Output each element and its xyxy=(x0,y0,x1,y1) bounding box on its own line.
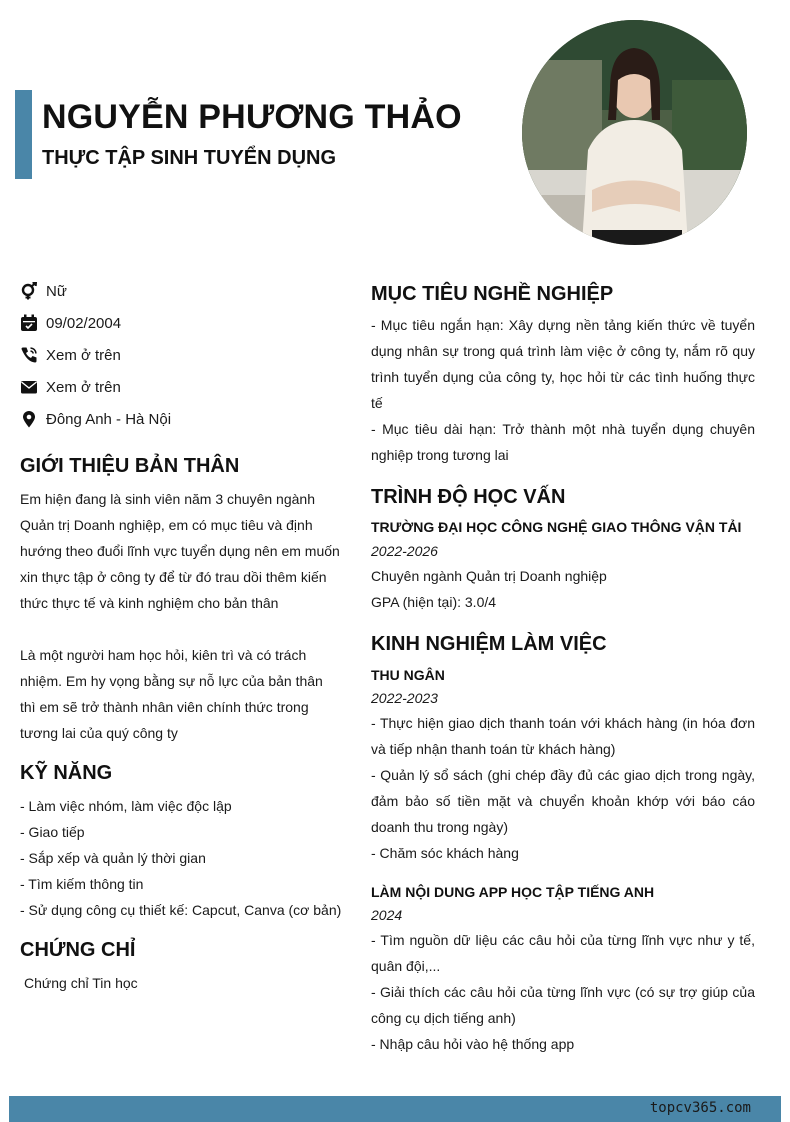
skills-list xyxy=(20,793,350,923)
objective-title: MỤC TIÊU NGHỀ NGHIỆP xyxy=(371,283,614,305)
education-period: 2022-2026 xyxy=(371,543,438,559)
job-duty: - Chăm sóc khách hàng xyxy=(371,845,519,861)
objective-item: - Mục tiêu ngắn hạn: Xây dựng nền tảng kiến thức về tuyển dụng nhân sự trong quá trình làm việc ở công ty, nắm rõ quy trình tuyển dụng của công ty, học hỏi từ các tình huống thực tế xyxy=(371,317,755,411)
accent-bar xyxy=(15,90,32,179)
contact-text: Xem ở trên xyxy=(46,378,121,396)
job-duty: - Thực hiện giao dịch thanh toán với khách hàng (in hóa đơn và tiếp nhận thanh toán từ khách hàng) xyxy=(371,715,755,757)
certificate-item: Chứng chỉ Tin học xyxy=(24,975,138,991)
about-paragraph-2: Là một người ham học hỏi, kiên trì và có trách nhiệm. Em hy vọng bằng sự nỗ lực của bản thân thì em sẽ trở thành nhân viên chính thức trong tương lai của quý công ty xyxy=(20,647,323,741)
job-duty: - Tìm nguồn dữ liệu các câu hỏi của từng lĩnh vực như y tế, quân đội,... xyxy=(371,932,755,974)
certificates-list xyxy=(24,970,354,996)
job-period: 2022-2023 xyxy=(371,690,438,706)
footer-site: topcv365.com xyxy=(649,1100,751,1116)
contact-text: Xem ở trên xyxy=(46,346,121,364)
contact-phone xyxy=(20,344,340,366)
avatar xyxy=(522,20,747,245)
contact-text: Nữ xyxy=(46,282,67,300)
job-duty: - Nhập câu hỏi vào hệ thống app xyxy=(371,1036,575,1052)
objective-item: - Mục tiêu dài hạn: Trở thành một nhà tuyển dụng chuyên nghiệp trong tương lai xyxy=(371,421,755,463)
skill-item: - Sử dụng công cụ thiết kế: Capcut, Canva (cơ bản) xyxy=(20,902,342,918)
skills-title: KỸ NĂNG xyxy=(20,762,113,784)
footer-bar xyxy=(9,1096,781,1122)
objective-list xyxy=(371,312,755,468)
email-icon xyxy=(20,378,38,396)
education-title: TRÌNH ĐỘ HỌC VẤN xyxy=(371,486,566,508)
job-duties xyxy=(371,927,755,1057)
contact-text: 09/02/2004 xyxy=(46,314,122,332)
about-paragraph-1: Em hiện đang là sinh viên năm 3 chuyên ngành Quản trị Doanh nghiệp, em có mục tiêu và định hướng theo đuổi lĩnh vực tuyển dụng nên em muốn xin thực tập ở công ty để từ đó trau dồi thêm kiến thức thực tế và kinh nghiệm cho bản thân xyxy=(20,491,340,611)
calendar-icon xyxy=(20,314,38,332)
experience-title: KINH NGHIỆM LÀM VIỆC xyxy=(371,633,607,655)
contact-gender xyxy=(20,280,340,302)
gender-icon xyxy=(20,282,38,300)
phone-icon xyxy=(20,346,38,364)
education-gpa: GPA (hiện tại): 3.0/4 xyxy=(371,594,497,610)
certificates-title: CHỨNG CHỈ xyxy=(20,939,136,961)
contact-birthday xyxy=(20,312,340,334)
skill-item: - Tìm kiếm thông tin xyxy=(20,876,144,892)
skill-item: - Làm việc nhóm, làm việc độc lập xyxy=(20,798,232,814)
location-icon xyxy=(20,410,38,428)
school-name: TRƯỜNG ĐẠI HỌC CÔNG NGHỆ GIAO THÔNG VẬN TẢI xyxy=(371,519,742,535)
job-duty: - Quản lý sổ sách (ghi chép đầy đủ các giao dịch trong ngày, đảm bảo số tiền mặt và chuyển khoản khớp với báo cáo doanh thu trong ngày) xyxy=(371,767,755,835)
contact-text: Đông Anh - Hà Nội xyxy=(46,410,172,428)
job-duty: - Giải thích các câu hỏi của từng lĩnh vực (có sự trợ giúp của công cụ dịch tiếng anh) xyxy=(371,984,755,1026)
job-title: THỰC TẬP SINH TUYỂN DỤNG xyxy=(42,147,337,169)
skill-item: - Giao tiếp xyxy=(20,824,85,840)
contact-email xyxy=(20,376,340,398)
contact-location xyxy=(20,408,340,430)
job-duties xyxy=(371,710,755,866)
job-role: THU NGÂN xyxy=(371,667,445,683)
candidate-name: NGUYỄN PHƯƠNG THẢO xyxy=(42,98,462,136)
job-role: LÀM NỘI DUNG APP HỌC TẬP TIẾNG ANH xyxy=(371,884,655,900)
skill-item: - Sắp xếp và quản lý thời gian xyxy=(20,850,206,866)
education-major: Chuyên ngành Quản trị Doanh nghiệp xyxy=(371,568,607,584)
about-title: GIỚI THIỆU BẢN THÂN xyxy=(20,455,240,477)
job-period: 2024 xyxy=(371,907,403,923)
